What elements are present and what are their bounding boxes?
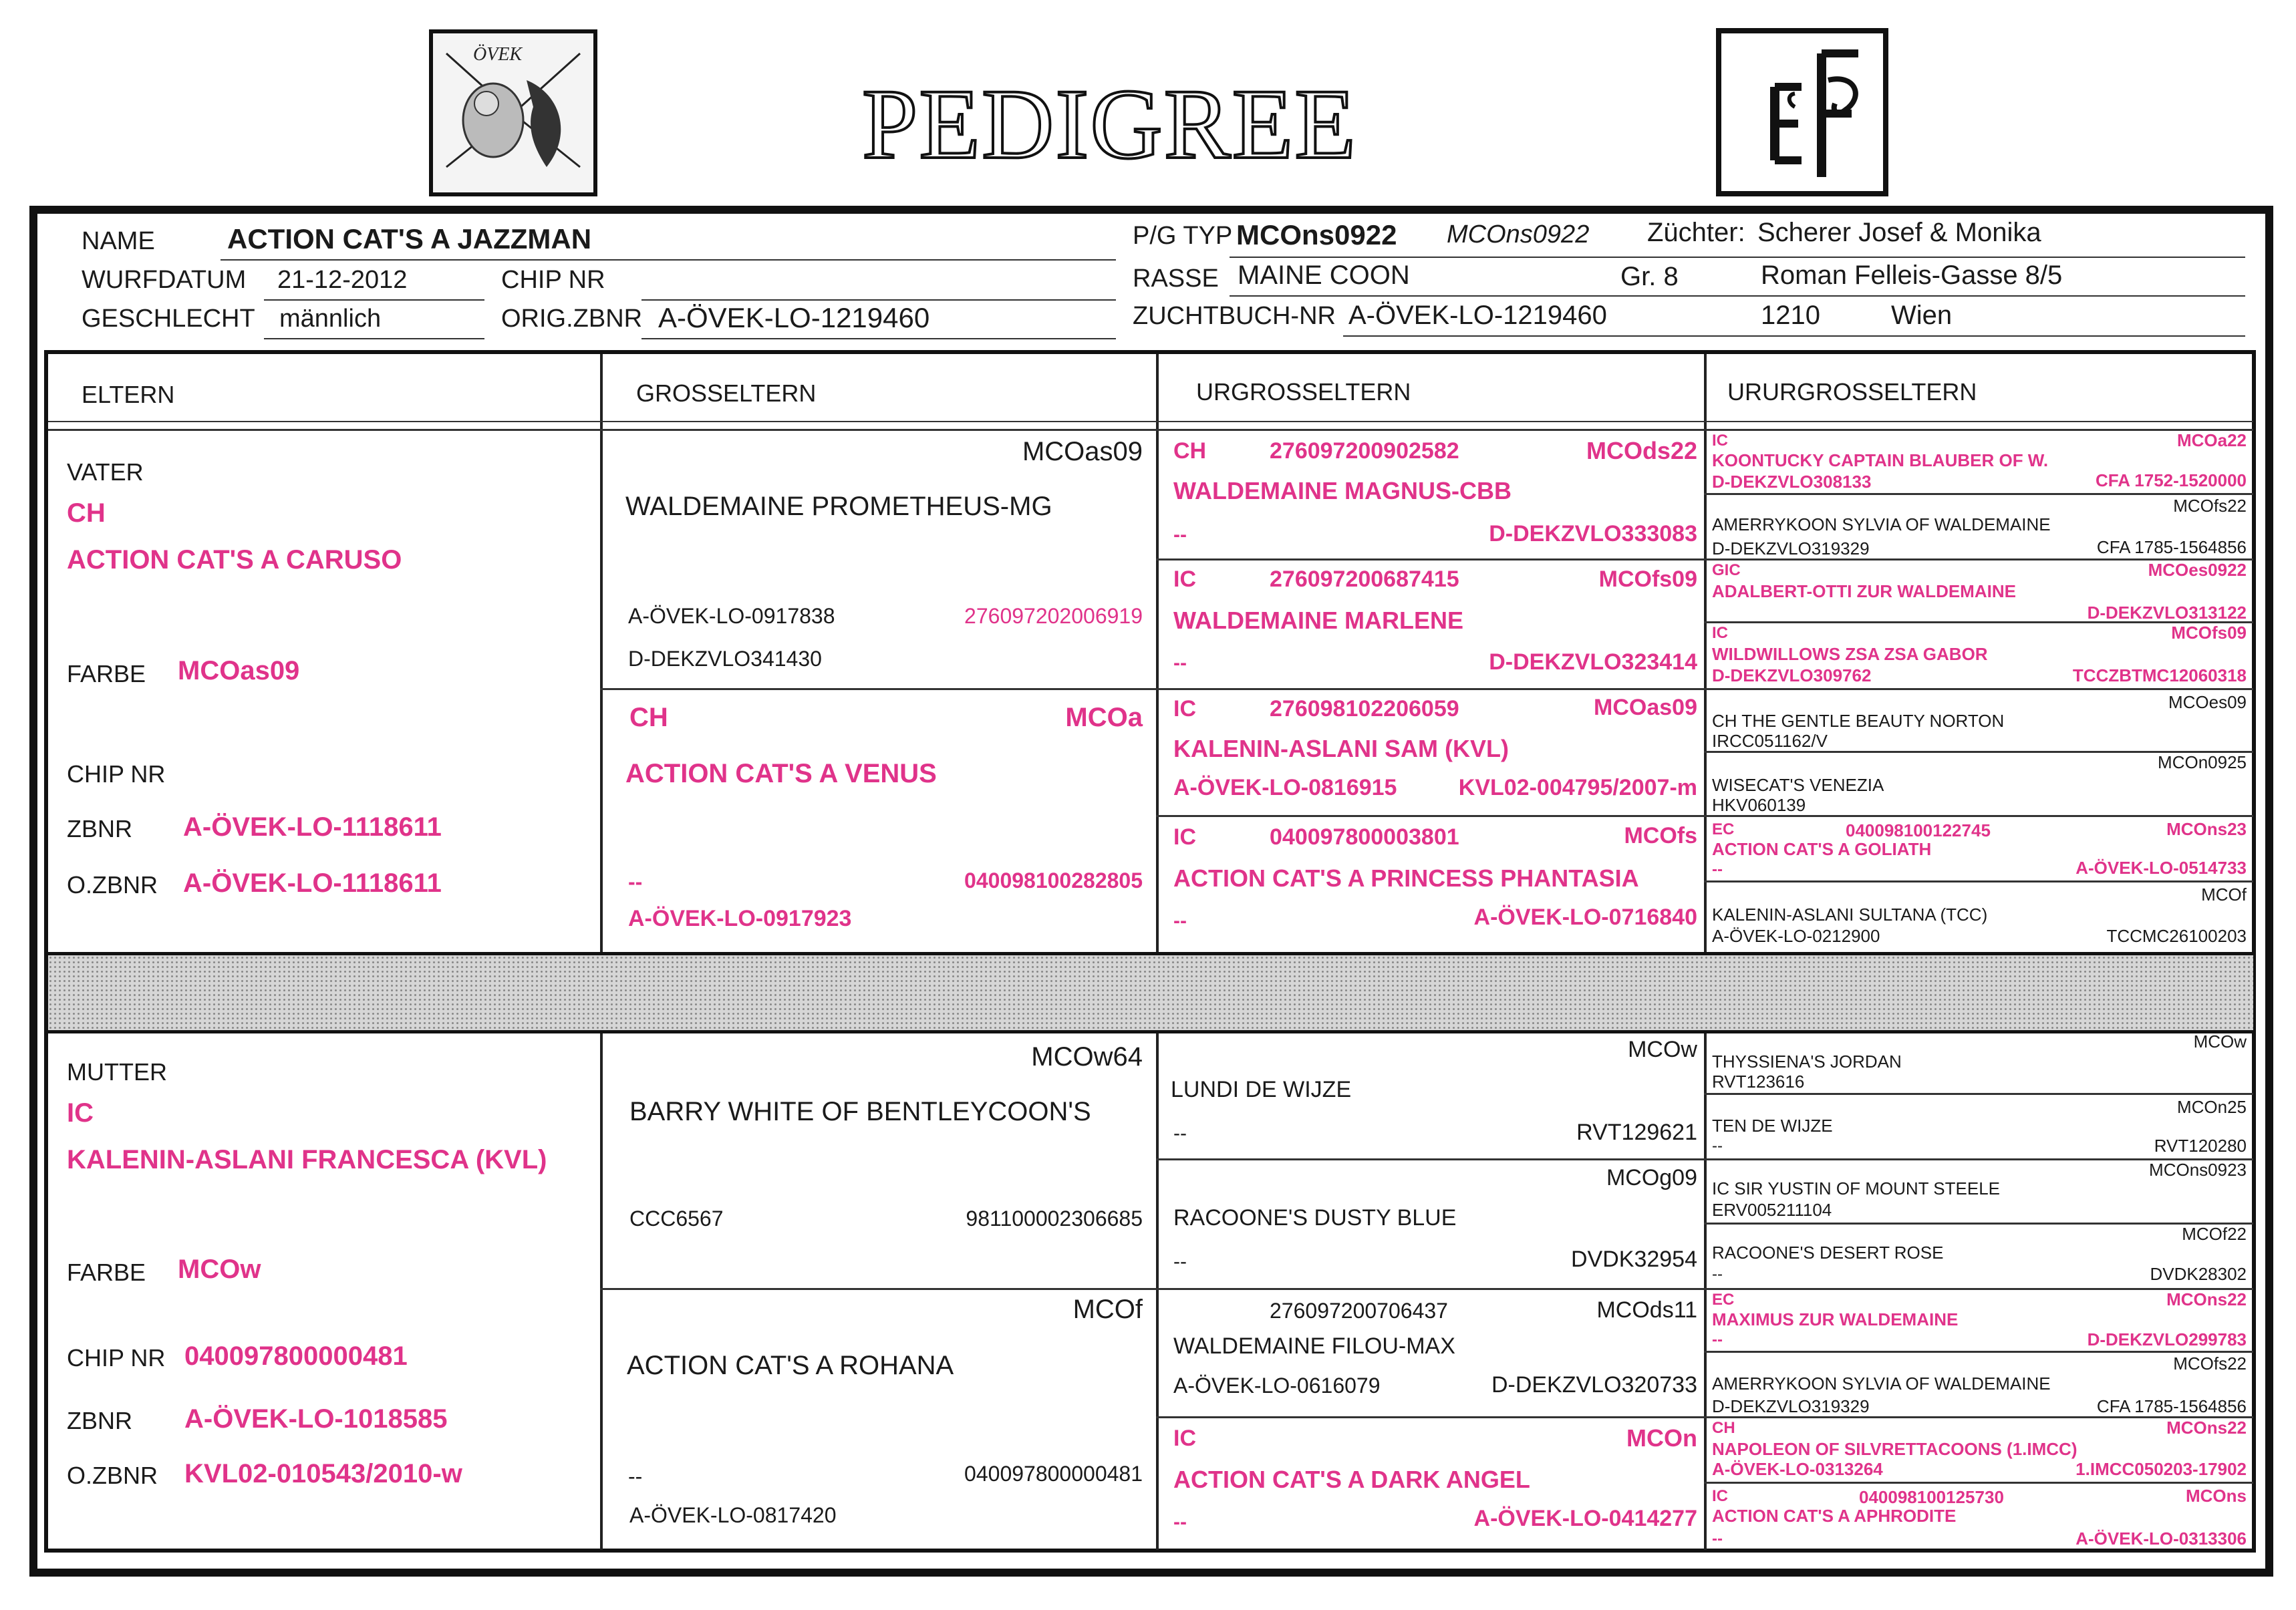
divider xyxy=(600,688,1157,690)
mutter-chip-label: CHIP NR xyxy=(67,1344,166,1372)
ggp-reg: RVT129621 xyxy=(1576,1120,1697,1145)
ggp-title: IC xyxy=(1173,824,1196,850)
gp-ems: MCOas09 xyxy=(1022,437,1143,466)
gp-name: ACTION CAT'S A ROHANA xyxy=(627,1351,954,1380)
gp-reg: A-ÖVEK-LO-0817420 xyxy=(629,1503,837,1527)
divider xyxy=(600,1288,1157,1290)
gggp-reg: ERV005211104 xyxy=(1712,1200,1832,1220)
chip-label: CHIP NR xyxy=(501,266,605,294)
ggp-title: IC xyxy=(1173,567,1196,592)
gggp-name: IC SIR YUSTIN OF MOUNT STEELE xyxy=(1712,1178,2000,1198)
gggp-reg2: D-DEKZVLO299783 xyxy=(2087,1329,2247,1349)
ggp-ems: MCOds11 xyxy=(1596,1297,1697,1323)
divider xyxy=(264,299,484,301)
zuchtbuch-value: A-ÖVEK-LO-1219460 xyxy=(1348,301,1607,330)
gggp-title: CH xyxy=(1712,1419,1735,1437)
plz-value: 1210 xyxy=(1761,301,1820,330)
divider xyxy=(1704,1093,2253,1095)
gp-name: BARRY WHITE OF BENTLEYCOON'S xyxy=(629,1097,1091,1126)
divider xyxy=(641,299,1116,301)
ggp-ems: MCOw xyxy=(1628,1037,1697,1062)
ggp-reg: A-ÖVEK-LO-0716840 xyxy=(1473,905,1697,930)
gggp-ems: MCOf22 xyxy=(2182,1224,2247,1244)
gggp-ems: MCOfs22 xyxy=(2173,496,2247,516)
ggp-title: IC xyxy=(1173,696,1196,721)
gp-chip: 040098100282805 xyxy=(964,868,1143,893)
vater-farbe: MCOas09 xyxy=(178,656,300,685)
gggp-reg2: D-DEKZVLO313122 xyxy=(2087,603,2247,623)
svg-text:ÖVEK: ÖVEK xyxy=(473,44,523,65)
col-header-grosseltern: GROSSELTERN xyxy=(636,379,817,407)
mutter-label: MUTTER xyxy=(67,1058,167,1086)
ggp-ems: MCOfs xyxy=(1624,823,1697,848)
mutter-name: KALENIN-ASLANI FRANCESCA (KVL) xyxy=(67,1145,547,1174)
divider xyxy=(1156,1158,1705,1160)
ggp-chip: 276097200687415 xyxy=(1270,567,1459,592)
ggp-reg2: KVL02-004795/2007-m xyxy=(1458,775,1697,800)
mutter-zbnr-label: ZBNR xyxy=(67,1407,132,1434)
ggp-name: WALDEMAINE MAGNUS-CBB xyxy=(1173,477,1512,504)
gggp-dash: -- xyxy=(1712,1530,1723,1548)
ggp-name: WALDEMAINE FILOU-MAX xyxy=(1173,1333,1455,1359)
gggp-ems: MCOns22 xyxy=(2166,1289,2247,1309)
gggp-title: IC xyxy=(1712,1487,1728,1505)
divider xyxy=(48,429,2253,431)
rasse-label: RASSE xyxy=(1133,265,1219,293)
gggp-ems: MCOn25 xyxy=(2176,1097,2247,1117)
gggp-title: GIC xyxy=(1712,561,1741,579)
divider xyxy=(1156,558,1705,560)
wurfdatum-label: WURFDATUM xyxy=(82,266,247,294)
divider xyxy=(1704,1482,2253,1484)
col-header-eltern: ELTERN xyxy=(82,381,175,408)
divider xyxy=(641,338,1116,339)
gggp-ems: MCOns xyxy=(2186,1486,2247,1506)
gggp-name: ACTION CAT'S A GOLIATH xyxy=(1712,839,1932,859)
divider xyxy=(1704,1351,2253,1353)
gggp-reg2: A-ÖVEK-LO-0514733 xyxy=(2075,858,2247,878)
gggp-title: IC xyxy=(1712,624,1728,642)
ggp-reg: A-ÖVEK-LO-0414277 xyxy=(1473,1506,1697,1531)
oevek-logo xyxy=(429,29,597,196)
gggp-reg: D-DEKZVLO308133 xyxy=(1712,472,1872,492)
gggp-reg: D-DEKZVLO319329 xyxy=(1712,538,1870,558)
ggp-reg: DVDK32954 xyxy=(1570,1247,1697,1272)
gp-chip: 276097202006919 xyxy=(964,604,1143,628)
vater-name: ACTION CAT'S A CARUSO xyxy=(67,545,402,575)
divider xyxy=(1230,257,2245,258)
gp-name: WALDEMAINE PROMETHEUS-MG xyxy=(625,492,1052,521)
gruppe-value: Gr. 8 xyxy=(1620,262,1679,291)
gggp-name: WISECAT'S VENEZIA xyxy=(1712,775,1884,795)
mutter-ozbnr: KVL02-010543/2010-w xyxy=(184,1459,462,1488)
origzbnr-label: ORIG.ZBNR xyxy=(501,305,643,333)
pg-value: MCOns0922 xyxy=(1236,219,1397,251)
ggp-chip: 040097800003801 xyxy=(1270,824,1459,850)
zuechter-value: Scherer Josef & Monika xyxy=(1757,218,2041,247)
gggp-reg: A-ÖVEK-LO-0313264 xyxy=(1712,1459,1883,1479)
origzbnr-value: A-ÖVEK-LO-1219460 xyxy=(658,302,930,333)
ggp-chip: 276097200706437 xyxy=(1270,1299,1448,1323)
gggp-chip: 040098100122745 xyxy=(1846,820,1991,840)
gp-ems: MCOf xyxy=(1072,1295,1143,1324)
gp-reg2: D-DEKZVLO341430 xyxy=(628,647,822,671)
gp-reg: CCC6567 xyxy=(629,1206,724,1231)
ggp-name: WALDEMAINE MARLENE xyxy=(1173,607,1463,634)
gggp-name: ADALBERT-OTTI ZUR WALDEMAINE xyxy=(1712,581,2016,601)
gggp-ems: MCOes09 xyxy=(2168,692,2247,712)
gp-dash: -- xyxy=(628,1464,643,1488)
gggp-ems: MCOn0925 xyxy=(2158,752,2247,772)
divider xyxy=(1704,880,2253,882)
col-header-urgrosseltern: URGROSSELTERN xyxy=(1196,378,1411,406)
gggp-reg2: CFA 1785-1564856 xyxy=(2096,537,2247,557)
ggp-chip: 276098102206059 xyxy=(1270,696,1459,721)
pg-value-alt: MCOns0922 xyxy=(1447,220,1590,249)
gggp-dash: -- xyxy=(1712,1331,1723,1349)
zuchtbuch-label: ZUCHTBUCH-NR xyxy=(1133,302,1336,330)
gggp-dash: -- xyxy=(1712,860,1723,878)
gp-reg: A-ÖVEK-LO-0917923 xyxy=(628,906,852,931)
ggp-ems: MCOds22 xyxy=(1586,437,1697,464)
gggp-dash: -- xyxy=(1712,1137,1723,1155)
gggp-reg: D-DEKZVLO319329 xyxy=(1712,1396,1870,1416)
gggp-reg2: CFA 1752-1520000 xyxy=(2096,470,2247,490)
geschlecht-label: GESCHLECHT xyxy=(82,305,255,333)
gp-title: CH xyxy=(629,703,668,732)
vater-zbnr-label: ZBNR xyxy=(67,815,132,842)
gggp-ems: MCOes0922 xyxy=(2148,560,2247,580)
mutter-farbe-label: FARBE xyxy=(67,1259,146,1286)
gp-dash: -- xyxy=(628,870,643,894)
ggp-name: LUNDI DE WIJZE xyxy=(1171,1077,1352,1102)
ggp-dash: -- xyxy=(1173,910,1187,932)
gggp-name: AMERRYKOON SYLVIA OF WALDEMAINE xyxy=(1712,514,2051,534)
gggp-reg2: TCCMC26100203 xyxy=(2106,926,2247,946)
gggp-reg: A-ÖVEK-LO-0212900 xyxy=(1712,926,1880,946)
ggp-chip: 276097200902582 xyxy=(1270,438,1459,464)
divider xyxy=(1704,493,2253,495)
gggp-title: IC xyxy=(1712,432,1728,450)
mutter-ozbnr-label: O.ZBNR xyxy=(67,1462,158,1489)
geschlecht-value: männlich xyxy=(279,305,382,333)
separator-band xyxy=(48,952,2253,1033)
gggp-ems: MCOw xyxy=(2193,1031,2247,1052)
gggp-name: KOONTUCKY CAPTAIN BLAUBER OF W. xyxy=(1712,450,2049,470)
ggp-ems: MCOas09 xyxy=(1594,695,1697,720)
mutter-title: IC xyxy=(67,1098,94,1128)
divider xyxy=(264,338,484,339)
gggp-chip: 040098100125730 xyxy=(1859,1487,2004,1507)
gp-reg: A-ÖVEK-LO-0917838 xyxy=(628,604,835,628)
ggp-name: KALENIN-ASLANI SAM (KVL) xyxy=(1173,735,1509,762)
gggp-name: RACOONE'S DESERT ROSE xyxy=(1712,1243,1944,1263)
gggp-reg: RVT123616 xyxy=(1712,1072,1805,1092)
gggp-ems: MCOns0923 xyxy=(2149,1160,2247,1180)
divider xyxy=(1156,815,1705,817)
gggp-dash: -- xyxy=(1712,1265,1723,1283)
name-label: NAME xyxy=(82,227,155,255)
gggp-name: CH THE GENTLE BEAUTY NORTON xyxy=(1712,711,2005,731)
divider xyxy=(221,259,1116,261)
gggp-reg: IRCC051162/V xyxy=(1712,731,1828,751)
ggp-ems: MCOg09 xyxy=(1606,1165,1697,1190)
ggp-reg2: D-DEKZVLO320733 xyxy=(1491,1372,1697,1398)
ggp-reg: A-ÖVEK-LO-0616079 xyxy=(1173,1374,1381,1398)
gggp-name: ACTION CAT'S A APHRODITE xyxy=(1712,1506,1957,1526)
gggp-reg2: RVT120280 xyxy=(2154,1136,2247,1156)
gggp-ems: MCOns23 xyxy=(2166,819,2247,839)
gggp-name: MAXIMUS ZUR WALDEMAINE xyxy=(1712,1309,1959,1329)
mutter-zbnr: A-ÖVEK-LO-1018585 xyxy=(184,1404,448,1434)
ggp-title: IC xyxy=(1173,1426,1196,1451)
divider xyxy=(1156,1288,1705,1290)
vater-ozbnr: A-ÖVEK-LO-1118611 xyxy=(183,868,442,898)
vater-chip-label: CHIP NR xyxy=(67,760,166,788)
ort-value: Wien xyxy=(1891,301,1953,330)
ggp-dash: -- xyxy=(1173,1122,1187,1144)
name-value: ACTION CAT'S A JAZZMAN xyxy=(227,223,592,255)
divider xyxy=(1156,1416,1705,1418)
gggp-ems: MCOfs22 xyxy=(2173,1353,2247,1374)
col-header-ururgrosseltern: URURGROSSELTERN xyxy=(1727,378,1977,406)
ggp-dash: -- xyxy=(1173,1251,1187,1273)
gggp-name: NAPOLEON OF SILVRETTACOONS (1.IMCC) xyxy=(1712,1439,2077,1459)
pg-label: P/G TYP xyxy=(1133,222,1233,250)
ggp-name: RACOONE'S DUSTY BLUE xyxy=(1173,1205,1457,1231)
gggp-reg: HKV060139 xyxy=(1712,795,1806,815)
ggp-dash: -- xyxy=(1173,652,1187,674)
page-title: PEDIGREE xyxy=(862,69,1357,180)
gggp-reg2: A-ÖVEK-LO-0313306 xyxy=(2075,1528,2247,1549)
mutter-chip: 040097800000481 xyxy=(184,1341,408,1371)
ggp-name: ACTION CAT'S A DARK ANGEL xyxy=(1173,1466,1530,1493)
divider xyxy=(1230,295,2245,297)
divider xyxy=(48,421,2253,422)
vater-label: VATER xyxy=(67,458,144,486)
gggp-reg: D-DEKZVLO309762 xyxy=(1712,665,1872,685)
divider xyxy=(1343,335,2245,337)
vater-zbnr: A-ÖVEK-LO-1118611 xyxy=(183,812,442,842)
ggp-ems: MCOn xyxy=(1626,1424,1697,1452)
gggp-name: KALENIN-ASLANI SULTANA (TCC) xyxy=(1712,905,1988,925)
ggp-reg: A-ÖVEK-LO-0816915 xyxy=(1173,775,1397,800)
gggp-ems: MCOa22 xyxy=(2176,430,2247,450)
vater-title: CH xyxy=(67,498,106,528)
mutter-farbe: MCOw xyxy=(178,1255,261,1284)
gggp-name: AMERRYKOON SYLVIA OF WALDEMAINE xyxy=(1712,1374,2051,1394)
gggp-name: THYSSIENA'S JORDAN xyxy=(1712,1052,1902,1072)
ggp-reg: D-DEKZVLO323414 xyxy=(1489,649,1697,675)
gggp-title: EC xyxy=(1712,1291,1735,1309)
ggp-title: CH xyxy=(1173,438,1207,464)
wurfdatum-value: 21-12-2012 xyxy=(277,266,408,294)
svg-text:FIFé: FIFé xyxy=(1729,180,1731,181)
gp-chip: 040097800000481 xyxy=(964,1462,1143,1486)
ggp-dash: -- xyxy=(1173,1511,1187,1533)
vater-farbe-label: FARBE xyxy=(67,660,146,687)
address-line1: Roman Felleis-Gasse 8/5 xyxy=(1761,261,2063,290)
gggp-ems: MCOns22 xyxy=(2166,1418,2247,1438)
gggp-ems: MCOf xyxy=(2201,884,2247,905)
zuechter-label: Züchter: xyxy=(1647,218,1745,247)
rasse-value: MAINE COON xyxy=(1238,261,1410,290)
divider xyxy=(1704,688,2253,690)
gggp-reg2: TCCZBTMC12060318 xyxy=(2072,665,2247,685)
gggp-reg2: DVDK28302 xyxy=(2150,1264,2247,1284)
gp-name: ACTION CAT'S A VENUS xyxy=(625,759,937,788)
ggp-reg: D-DEKZVLO333083 xyxy=(1489,521,1697,546)
gggp-ems: MCOfs09 xyxy=(2171,623,2247,643)
fife-logo xyxy=(1716,28,1888,196)
vater-ozbnr-label: O.ZBNR xyxy=(67,871,158,899)
gggp-reg2: CFA 1785-1564856 xyxy=(2096,1396,2247,1416)
gp-ems: MCOa xyxy=(1065,703,1143,732)
ggp-ems: MCOfs09 xyxy=(1598,567,1697,592)
gp-ems: MCOw64 xyxy=(1031,1042,1143,1072)
gggp-title: EC xyxy=(1712,820,1735,838)
gggp-reg2: 1.IMCC050203-17902 xyxy=(2075,1459,2247,1479)
ggp-dash: -- xyxy=(1173,524,1187,546)
gp-chip: 981100002306685 xyxy=(966,1206,1143,1231)
gggp-name: WILDWILLOWS ZSA ZSA GABOR xyxy=(1712,644,1988,664)
ggp-name: ACTION CAT'S A PRINCESS PHANTASIA xyxy=(1173,864,1639,892)
gggp-name: TEN DE WIJZE xyxy=(1712,1116,1833,1136)
divider xyxy=(1156,688,1705,690)
